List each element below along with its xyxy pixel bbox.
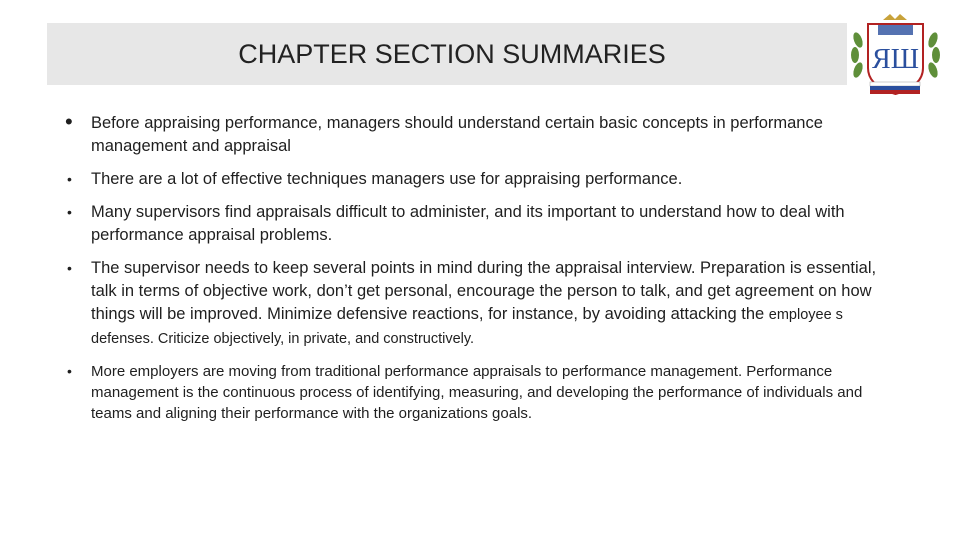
- bullet-text: The supervisor needs to keep several points in mind during the appraisal interview. Preparation is essential, talk in terms of objective work, don’t get personal, encourage the person to talk, and get agreement on how things will be improved. Minimize defensive reactions, for instance, by avoiding attacking the: [91, 259, 877, 323]
- bullet-text-small: employee s defenses. Criticize objectively, in private, and constructively.: [91, 307, 843, 347]
- bullet-text: More employers are moving from traditional performance appraisals to performance management. Performance management is the continuous process of identifying, measuring, and developing the performance of individuals and teams and aligning their performance with the organizations goals.: [91, 363, 863, 422]
- slide-title: [47, 23, 847, 85]
- bullet-dot: •: [67, 363, 72, 379]
- bullet-text: Before appraising performance, managers should understand certain basic concepts in performance management and appraisal: [91, 114, 823, 155]
- bullet-item: [55, 109, 895, 158]
- bullet-text: There are a lot of effective techniques managers use for appraising performance.: [91, 170, 683, 188]
- bullet-item: [55, 168, 895, 191]
- title-bar: [47, 23, 847, 85]
- svg-text:ЯШ: ЯШ: [872, 44, 919, 75]
- bullet-item: [55, 201, 895, 247]
- bullet-list: [55, 109, 895, 434]
- bullet-dot: •: [67, 204, 72, 220]
- slide-title-text: CHAPTER SECTION SUMMARIES: [238, 38, 666, 69]
- bullet-item: [55, 257, 895, 351]
- bullet-dot: •: [67, 171, 72, 187]
- university-emblem-icon: [848, 10, 943, 100]
- bullet-item: [55, 361, 895, 424]
- bullet-dot: •: [65, 109, 73, 134]
- bullet-dot: •: [67, 260, 72, 276]
- bullet-text: Many supervisors find appraisals difficult to administer, and its important to understand how to deal with performance appraisal problems.: [91, 203, 845, 244]
